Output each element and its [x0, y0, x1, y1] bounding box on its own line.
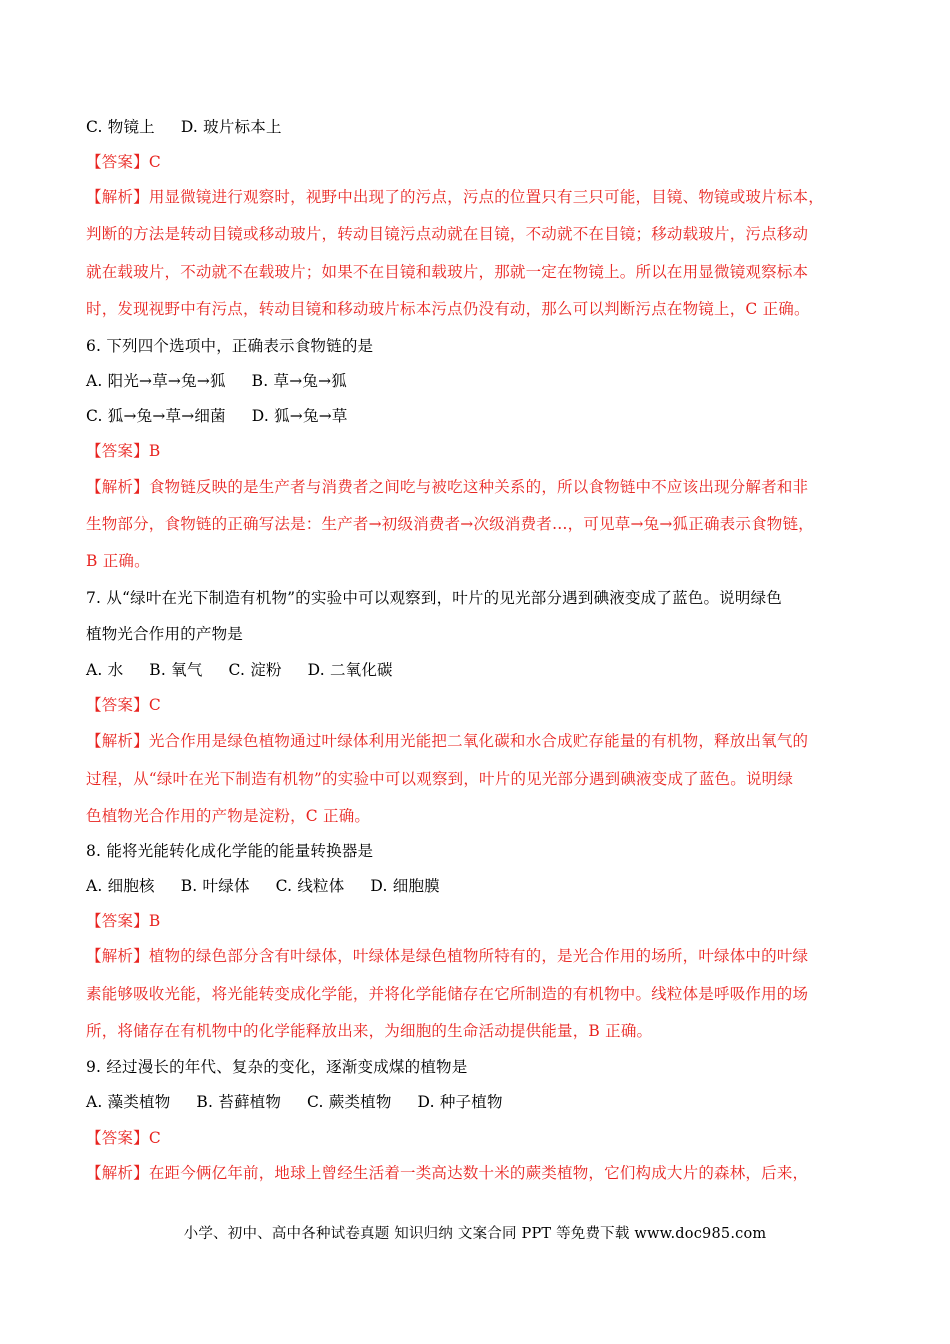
explanation-line: 所，将储存在有机物中的化学能释放出来，为细胞的生命活动提供能量，B 正确。	[86, 1022, 653, 1040]
answer-label: 【答案】	[86, 912, 149, 930]
option-line	[86, 117, 864, 137]
options-line: A. 藻类植物 B. 苔藓植物 C. 蕨类植物 D. 种子植物	[86, 1093, 503, 1111]
answer-line	[86, 1128, 864, 1148]
question-6: 6. 下列四个选项中，正确表示食物链的是	[86, 337, 374, 355]
answer-label: 【答案】	[86, 153, 149, 171]
answer-value: B	[148, 442, 161, 460]
answer-value: C	[148, 696, 161, 714]
explanation-line: 就在载玻片，不动就不在载玻片；如果不在目镜和载玻片，那就一定在物镜上。所以在用显微镜观察标本	[86, 263, 809, 281]
explanation-text: 在距今俩亿年前，地球上曾经生活着一类高达数十米的蕨类植物，它们构成大片的森林，后来，	[148, 1164, 809, 1182]
answer-label: 【答案】	[86, 442, 149, 460]
answer-value: C	[148, 1129, 161, 1147]
question-9: 9. 经过漫长的年代、复杂的变化，逐渐变成煤的植物是	[86, 1058, 468, 1076]
answer-line	[86, 441, 864, 461]
explanation-line: 过程，从“绿叶在光下制造有机物”的实验中可以观察到，叶片的见光部分遇到碘液变成了蓝色。说明绿	[86, 770, 794, 788]
answer-value: C	[148, 153, 161, 171]
question-7: 7. 从“绿叶在光下制造有机物”的实验中可以观察到，叶片的见光部分遇到碘液变成了蓝色。说明绿色	[86, 589, 782, 607]
explanation-line	[86, 731, 864, 751]
explanation-line: 素能够吸收光能，将光能转变成化学能，并将化学能储存在它所制造的有机物中。线粒体是呼吸作用的场	[86, 985, 809, 1003]
explanation-line: B 正确。	[86, 552, 150, 570]
explanation-label: 【解析】	[86, 478, 149, 496]
text: C. 物镜上 D. 玻片标本上	[86, 118, 282, 136]
explanation-label: 【解析】	[86, 1164, 149, 1182]
explanation-line	[86, 477, 864, 497]
explanation-line	[86, 1163, 864, 1183]
answer-line	[86, 911, 864, 931]
answer-label: 【答案】	[86, 696, 149, 714]
explanation-line	[86, 946, 864, 966]
answer-line	[86, 152, 864, 172]
explanation-text: 植物的绿色部分含有叶绿体，叶绿体是绿色植物所特有的，是光合作用的场所，叶绿体中的叶绿	[148, 947, 809, 965]
explanation-text: 食物链反映的是生产者与消费者之间吃与被吃这种关系的，所以食物链中不应该出现分解者和非	[148, 478, 809, 496]
answer-label: 【答案】	[86, 1129, 149, 1147]
explanation-label: 【解析】	[86, 947, 149, 965]
options-line: A. 细胞核 B. 叶绿体 C. 线粒体 D. 细胞膜	[86, 877, 440, 895]
options-line: A. 阳光→草→兔→狐 B. 草→兔→狐	[86, 372, 347, 390]
question-7-cont: 植物光合作用的产物是	[86, 625, 244, 643]
explanation-line	[86, 187, 864, 207]
explanation-line: 生物部分，食物链的正确写法是：生产者→初级消费者→次级消费者…，可见草→兔→狐正确表示食物链，	[86, 515, 814, 533]
page-footer: 小学、初中、高中各种试卷真题 知识归纳 文案合同 PPT 等免费下载 www.doc985.com	[183, 1226, 767, 1242]
explanation-line: 色植物光合作用的产物是淀粉，C 正确。	[86, 807, 371, 825]
explanation-label: 【解析】	[86, 188, 149, 206]
options-line: A. 水 B. 氧气 C. 淀粉 D. 二氧化碳	[86, 661, 393, 679]
answer-value: B	[148, 912, 161, 930]
explanation-line: 时，发现视野中有污点，转动目镜和移动玻片标本污点仍没有动，那么可以判断污点在物镜上，C 正确。	[86, 300, 810, 318]
answer-line	[86, 695, 864, 715]
explanation-label: 【解析】	[86, 732, 149, 750]
explanation-text: 用显微镜进行观察时，视野中出现了的污点，污点的位置只有三只可能，目镜、物镜或玻片标本，	[148, 188, 824, 206]
explanation-text: 光合作用是绿色植物通过叶绿体利用光能把二氧化碳和水合成贮存能量的有机物，释放出氧气的	[148, 732, 809, 750]
explanation-line: 判断的方法是转动目镜或移动玻片，转动目镜污点动就在目镜，不动就不在目镜；移动载玻片，污点移动	[86, 225, 809, 243]
question-8: 8. 能将光能转化成化学能的能量转换器是	[86, 842, 374, 860]
options-line: C. 狐→兔→草→细菌 D. 狐→兔→草	[86, 407, 348, 425]
